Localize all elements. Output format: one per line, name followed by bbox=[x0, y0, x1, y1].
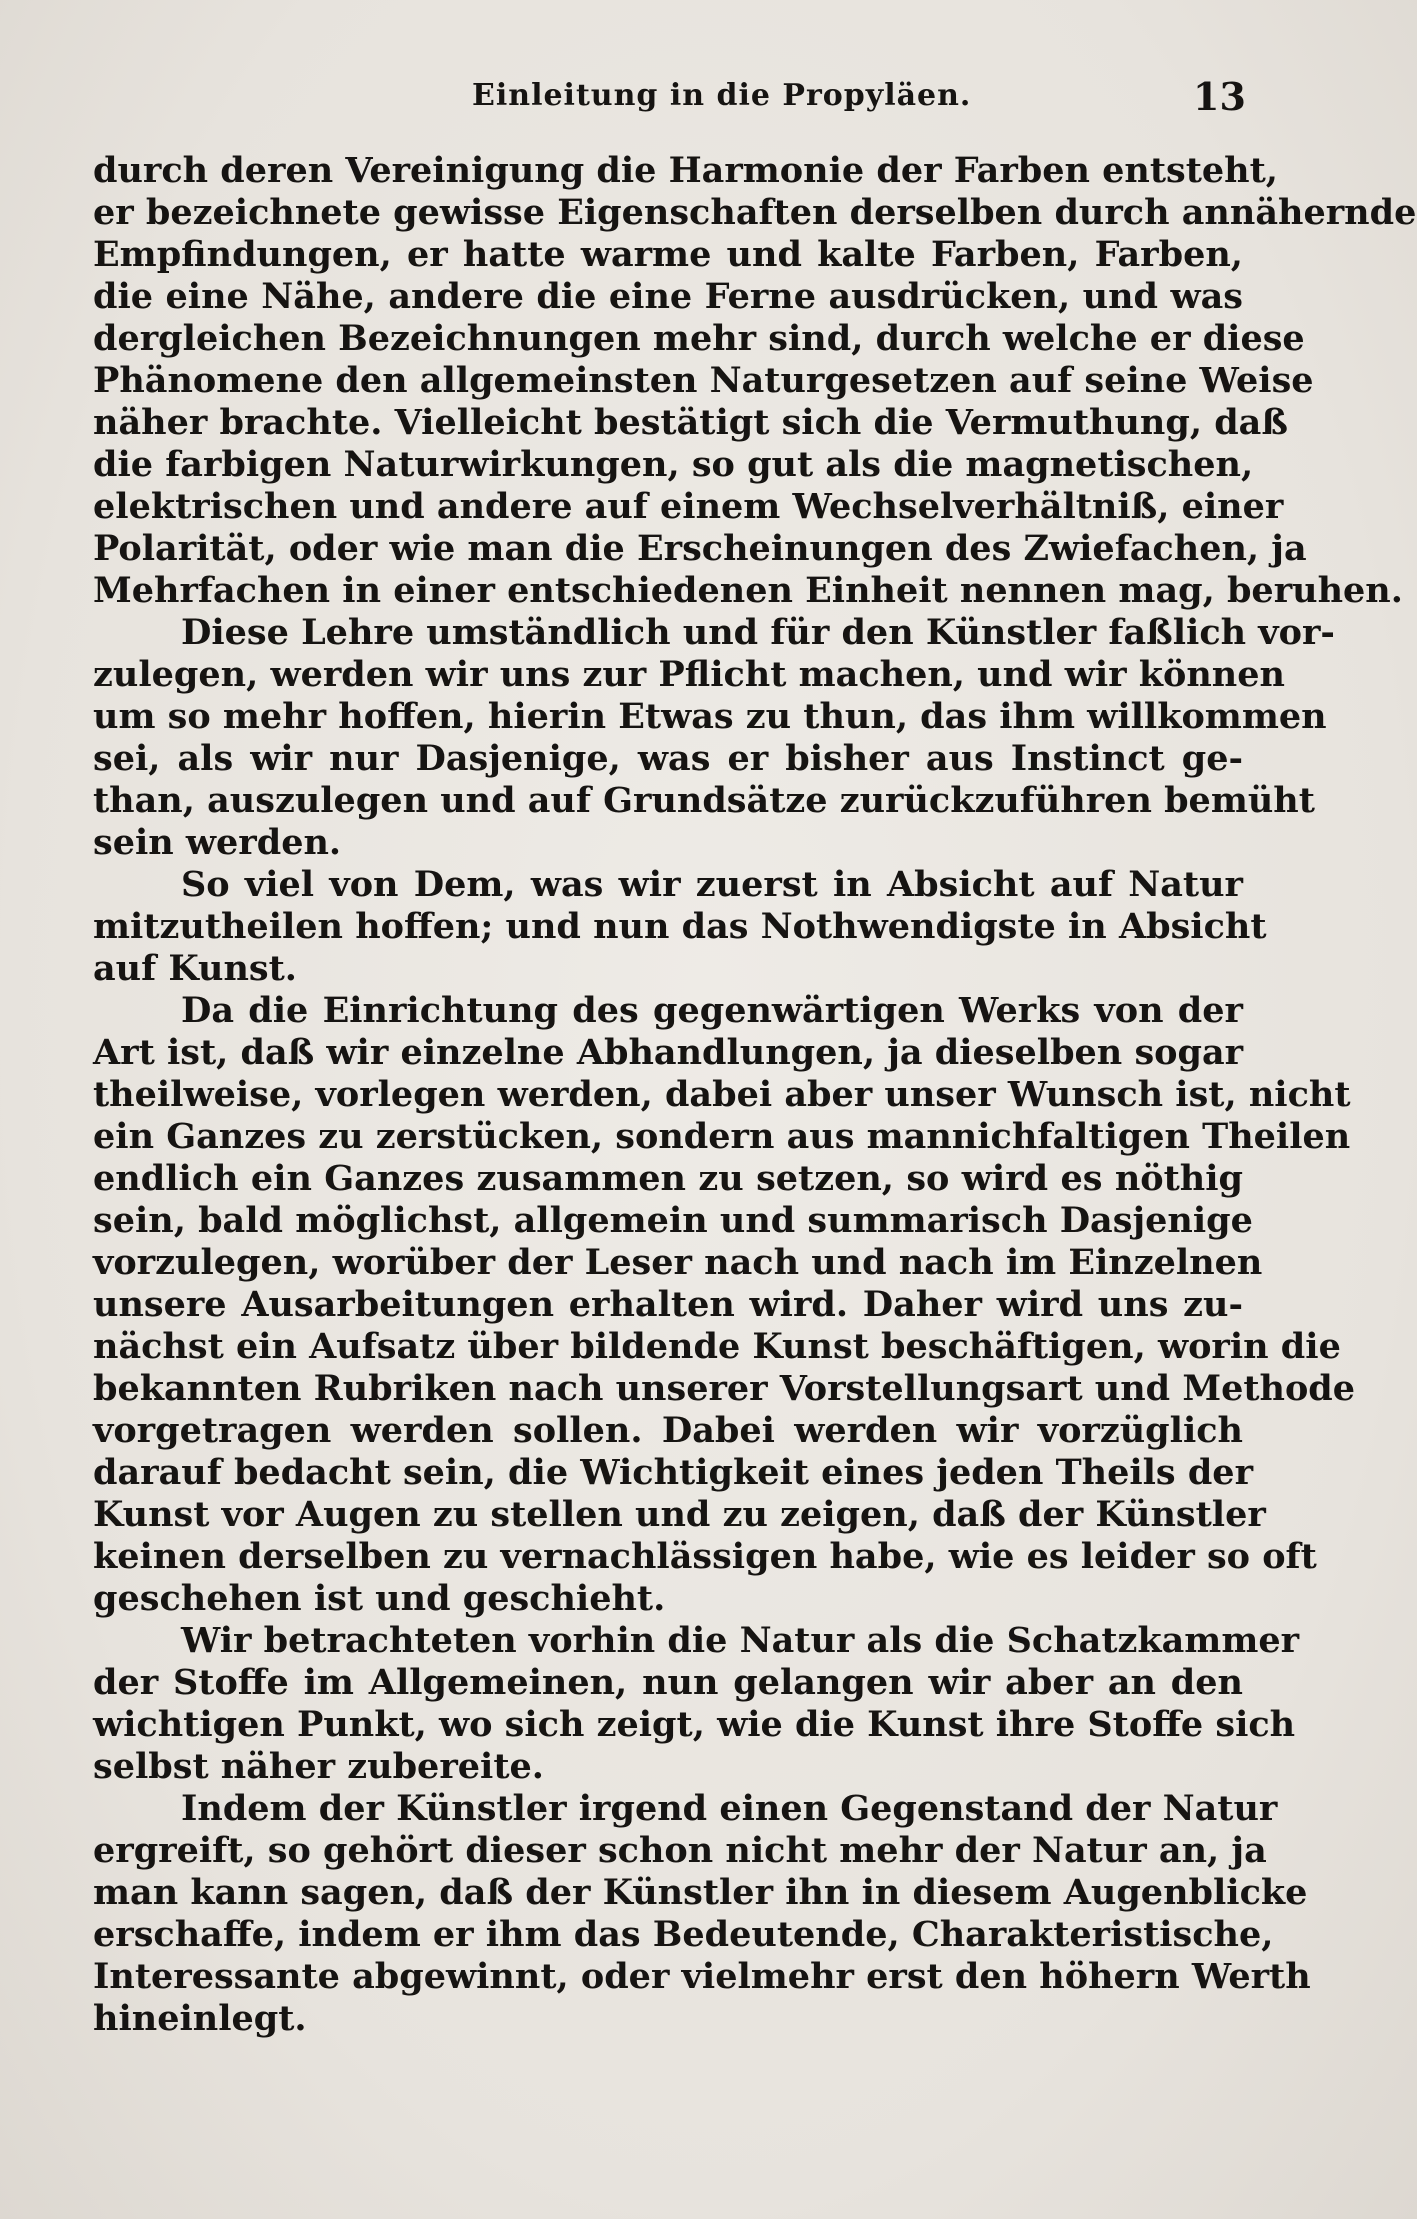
text-line: sei, als wir nur Dasjenige, was er bisher aus Instinct ge- bbox=[93, 738, 1243, 779]
text-line: erschaffe, indem er ihm das Bedeutende, Charakteristische, bbox=[93, 1914, 1274, 1955]
text-line: die eine Nähe, andere die eine Ferne ausdrücken, und was bbox=[93, 276, 1243, 317]
text-line: Phänomene den allgemeinsten Naturgesetzen auf seine Weise bbox=[93, 360, 1314, 401]
text-line: than, auszulegen und auf Grundsätze zurückzuführen bemüht bbox=[93, 780, 1315, 821]
text-line: Wir betrachteten vorhin die Natur als die Schatzkammer bbox=[181, 1620, 1300, 1661]
text-line: Diese Lehre umständlich und für den Künstler faßlich vor- bbox=[181, 612, 1335, 653]
text-line: So viel von Dem, was wir zuerst in Absicht auf Natur bbox=[181, 864, 1243, 905]
text-line: wichtigen Punkt, wo sich zeigt, wie die Kunst ihre Stoffe sich bbox=[93, 1704, 1296, 1745]
body-text bbox=[93, 150, 1417, 2040]
text-line: auf Kunst. bbox=[93, 948, 297, 989]
text-line: Art ist, daß wir einzelne Abhandlungen, ja dieselben sogar bbox=[93, 1032, 1244, 1073]
text-line: selbst näher zubereite. bbox=[93, 1746, 544, 1787]
text-line: man kann sagen, daß der Künstler ihn in diesem Augenblicke bbox=[93, 1872, 1308, 1913]
text-line: darauf bedacht sein, die Wichtigkeit eines jeden Theils der bbox=[93, 1452, 1254, 1493]
page-number: 13 bbox=[1193, 74, 1246, 119]
text-line: sein, bald möglichst, allgemein und summarisch Dasjenige bbox=[93, 1200, 1253, 1241]
text-line: ergreift, so gehört dieser schon nicht mehr der Natur an, ja bbox=[93, 1830, 1267, 1871]
text-line: um so mehr hoffen, hierin Etwas zu thun, das ihm willkommen bbox=[93, 696, 1327, 737]
text-line: theilweise, vorlegen werden, dabei aber unser Wunsch ist, nicht bbox=[93, 1074, 1351, 1115]
text-line: endlich ein Ganzes zusammen zu setzen, so wird es nöthig bbox=[93, 1158, 1243, 1199]
text-line: er bezeichnete gewisse Eigenschaften derselben durch annähernde bbox=[93, 192, 1417, 233]
text-line: Mehrfachen in einer entschiedenen Einheit nennen mag, beruhen. bbox=[93, 570, 1403, 611]
text-line: vorzulegen, worüber der Leser nach und nach im Einzelnen bbox=[93, 1242, 1263, 1283]
text-line: durch deren Vereinigung die Harmonie der Farben entsteht, bbox=[93, 150, 1278, 191]
text-line: sein werden. bbox=[93, 822, 342, 863]
running-head: Einleitung in die Propyläen. bbox=[472, 78, 972, 113]
text-line: näher brachte. Vielleicht bestätigt sich die Vermuthung, daß bbox=[93, 402, 1288, 443]
text-line: keinen derselben zu vernachlässigen habe, wie es leider so oft bbox=[93, 1536, 1317, 1577]
text-line: geschehen ist und geschieht. bbox=[93, 1578, 666, 1619]
text-line: Da die Einrichtung des gegenwärtigen Werks von der bbox=[181, 990, 1243, 1031]
text-line: Interessante abgewinnt, oder vielmehr erst den höhern Werth bbox=[93, 1956, 1311, 1997]
text-line: nächst ein Aufsatz über bildende Kunst beschäftigen, worin die bbox=[93, 1326, 1341, 1367]
text-line: zulegen, werden wir uns zur Pflicht machen, und wir können bbox=[93, 654, 1285, 695]
text-line: elektrischen und andere auf einem Wechselverhältniß, einer bbox=[93, 486, 1284, 527]
text-line: der Stoffe im Allgemeinen, nun gelangen wir aber an den bbox=[93, 1662, 1243, 1703]
text-line: hineinlegt. bbox=[93, 1998, 307, 2039]
text-line: dergleichen Bezeichnungen mehr sind, durch welche er diese bbox=[93, 318, 1305, 359]
text-line: Empfindungen, er hatte warme und kalte Farben, Farben, bbox=[93, 234, 1243, 275]
text-line: Kunst vor Augen zu stellen und zu zeigen, daß der Künstler bbox=[93, 1494, 1266, 1535]
text-line: vorgetragen werden sollen. Dabei werden wir vorzüglich bbox=[93, 1410, 1243, 1451]
text-line: unsere Ausarbeitungen erhalten wird. Daher wird uns zu- bbox=[93, 1284, 1243, 1325]
text-line: ein Ganzes zu zerstücken, sondern aus mannichfaltigen Theilen bbox=[93, 1116, 1351, 1157]
text-line: die farbigen Naturwirkungen, so gut als die magnetischen, bbox=[93, 444, 1254, 485]
text-line: Polarität, oder wie man die Erscheinungen des Zwiefachen, ja bbox=[93, 528, 1307, 569]
text-line: mitzutheilen hoffen; und nun das Nothwendigste in Absicht bbox=[93, 906, 1267, 947]
text-line: bekannten Rubriken nach unserer Vorstellungsart und Methode bbox=[93, 1368, 1356, 1409]
text-line: Indem der Künstler irgend einen Gegenstand der Natur bbox=[181, 1788, 1278, 1829]
